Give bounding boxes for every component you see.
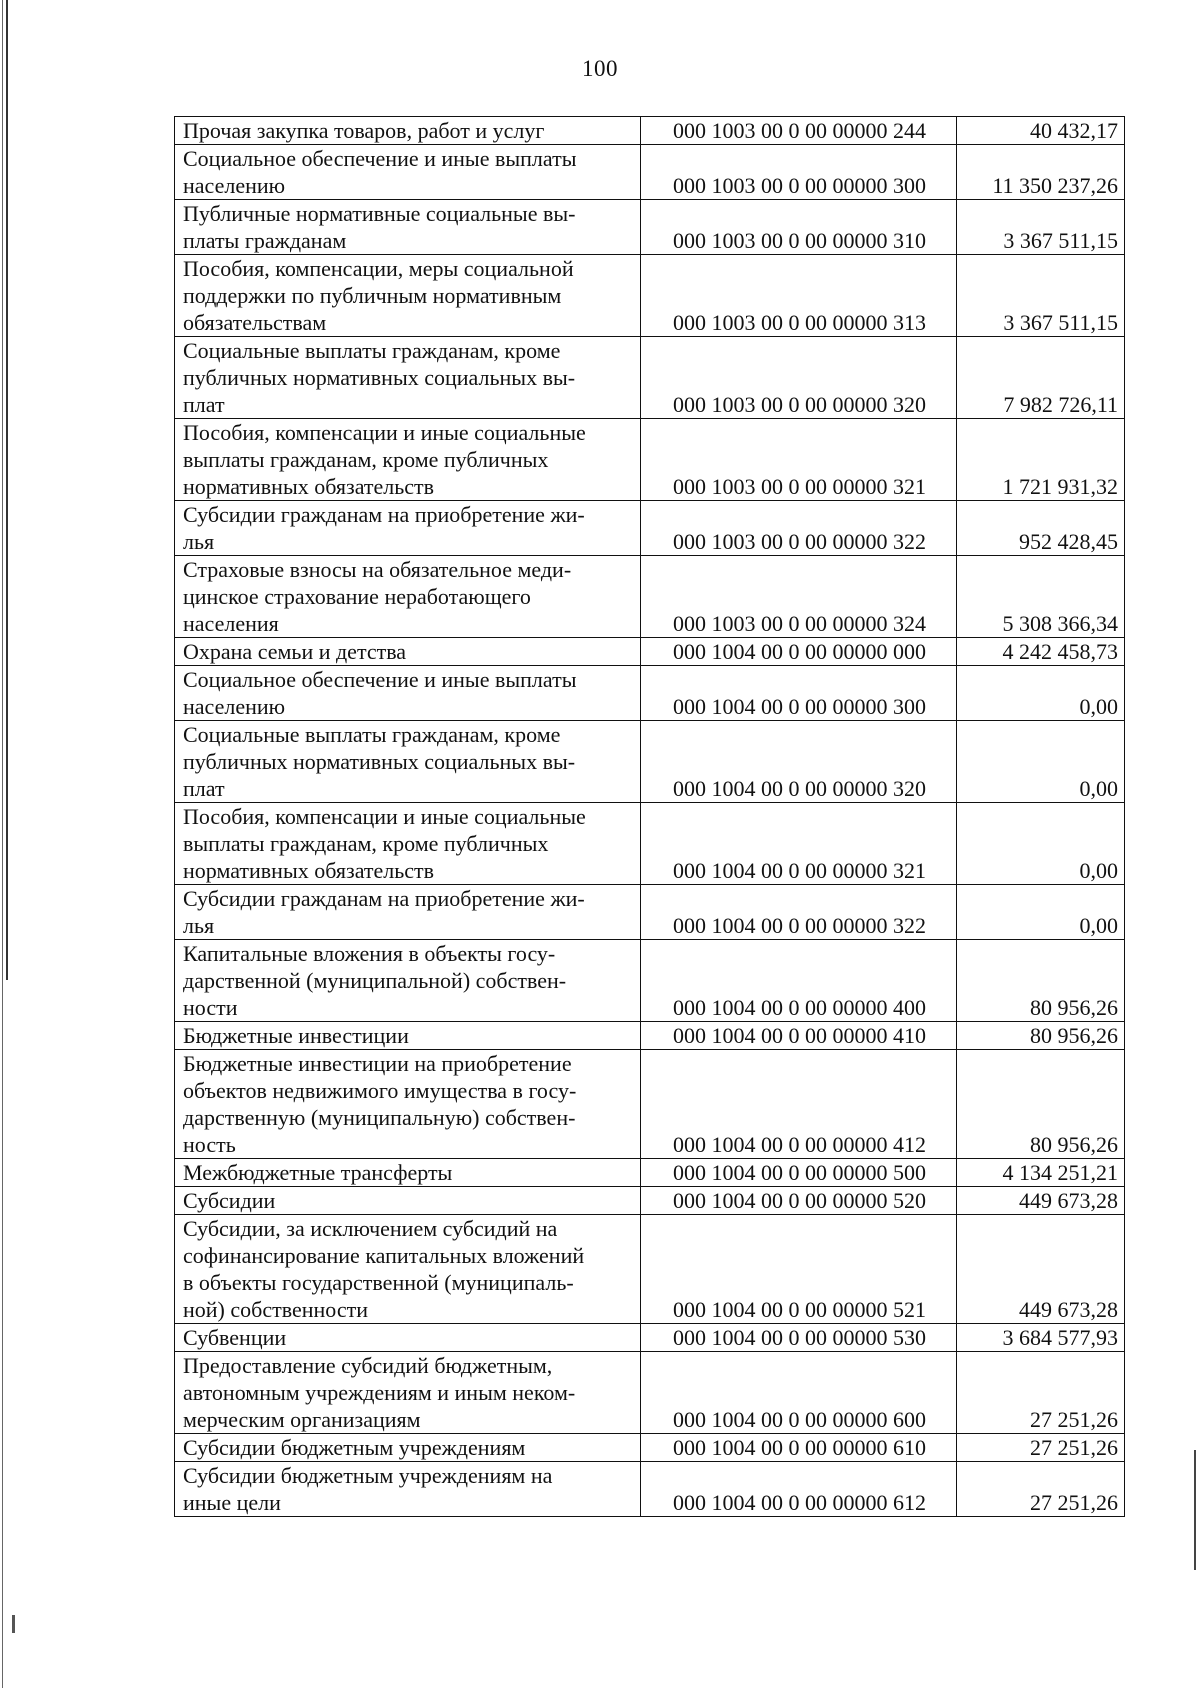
row-name: Субсидии бюджетным учреждениям — [175, 1434, 641, 1462]
row-code: 000 1003 00 0 00 00000 244 — [641, 117, 957, 145]
row-code: 000 1003 00 0 00 00000 310 — [641, 200, 957, 255]
row-name: Субсидии — [175, 1187, 641, 1215]
row-code: 000 1003 00 0 00 00000 321 — [641, 419, 957, 501]
row-name: Пособия, компенсации, меры социальной поддержки по публичным нормативным обязательствам — [175, 255, 641, 337]
row-name: Прочая закупка товаров, работ и услуг — [175, 117, 641, 145]
row-code: 000 1004 00 0 00 00000 500 — [641, 1159, 957, 1187]
table-row — [175, 1352, 1125, 1434]
table-row — [175, 200, 1125, 255]
row-name: Социальное обеспечение и иные выплаты населению — [175, 145, 641, 200]
row-name: Пособия, компенсации и иные социальные выплаты гражданам, кроме публичных нормативных обязательств — [175, 803, 641, 885]
row-name: Межбюджетные трансферты — [175, 1159, 641, 1187]
row-name: Социальные выплаты гражданам, кроме публичных нормативных социальных вы- плат — [175, 337, 641, 419]
row-sum: 80 956,26 — [957, 940, 1125, 1022]
row-code: 000 1004 00 0 00 00000 300 — [641, 666, 957, 721]
row-sum: 11 350 237,26 — [957, 145, 1125, 200]
table-row — [175, 117, 1125, 145]
scan-edge-mark — [1194, 1450, 1196, 1570]
row-name: Пособия, компенсации и иные социальные выплаты гражданам, кроме публичных нормативных обязательств — [175, 419, 641, 501]
row-code: 000 1003 00 0 00 00000 320 — [641, 337, 957, 419]
row-name: Социальные выплаты гражданам, кроме публичных нормативных социальных вы- плат — [175, 721, 641, 803]
table-row — [175, 721, 1125, 803]
row-sum: 952 428,45 — [957, 501, 1125, 556]
table-row — [175, 1022, 1125, 1050]
row-sum: 7 982 726,11 — [957, 337, 1125, 419]
row-name: Предоставление субсидий бюджетным, автономным учреждениям и иным неком- мерческим организациям — [175, 1352, 641, 1434]
scan-edge-line — [2, 0, 3, 1688]
row-sum: 0,00 — [957, 885, 1125, 940]
row-code: 000 1004 00 0 00 00000 610 — [641, 1434, 957, 1462]
row-name: Субвенции — [175, 1324, 641, 1352]
table-row — [175, 1050, 1125, 1159]
row-code: 000 1003 00 0 00 00000 324 — [641, 556, 957, 638]
row-sum: 4 134 251,21 — [957, 1159, 1125, 1187]
row-code: 000 1003 00 0 00 00000 313 — [641, 255, 957, 337]
row-sum: 4 242 458,73 — [957, 638, 1125, 666]
table-row — [175, 940, 1125, 1022]
row-name: Страховые взносы на обязательное меди- цинское страхование неработающего населения — [175, 556, 641, 638]
row-sum: 3 367 511,15 — [957, 200, 1125, 255]
budget-table-body — [175, 117, 1125, 1517]
row-name: Социальное обеспечение и иные выплаты населению — [175, 666, 641, 721]
table-row — [175, 666, 1125, 721]
row-sum: 449 673,28 — [957, 1187, 1125, 1215]
scan-edge-line — [6, 0, 8, 980]
row-sum: 40 432,17 — [957, 117, 1125, 145]
table-row — [175, 419, 1125, 501]
row-code: 000 1003 00 0 00 00000 322 — [641, 501, 957, 556]
row-code: 000 1004 00 0 00 00000 530 — [641, 1324, 957, 1352]
scan-edge-mark — [12, 1615, 15, 1633]
table-row — [175, 1187, 1125, 1215]
table-row — [175, 501, 1125, 556]
row-code: 000 1004 00 0 00 00000 320 — [641, 721, 957, 803]
table-row — [175, 638, 1125, 666]
table-row — [175, 1324, 1125, 1352]
row-code: 000 1004 00 0 00 00000 412 — [641, 1050, 957, 1159]
row-sum: 0,00 — [957, 721, 1125, 803]
row-code: 000 1004 00 0 00 00000 600 — [641, 1352, 957, 1434]
row-sum: 27 251,26 — [957, 1434, 1125, 1462]
table-row — [175, 145, 1125, 200]
row-name: Субсидии гражданам на приобретение жи- лья — [175, 885, 641, 940]
table-row — [175, 1462, 1125, 1517]
row-name: Капитальные вложения в объекты госу- дарственной (муниципальной) собствен- ности — [175, 940, 641, 1022]
row-sum: 27 251,26 — [957, 1352, 1125, 1434]
row-code: 000 1003 00 0 00 00000 300 — [641, 145, 957, 200]
row-name: Охрана семьи и детства — [175, 638, 641, 666]
table-row — [175, 556, 1125, 638]
row-code: 000 1004 00 0 00 00000 410 — [641, 1022, 957, 1050]
table-row — [175, 255, 1125, 337]
row-name: Субсидии гражданам на приобретение жи- лья — [175, 501, 641, 556]
table-row — [175, 1434, 1125, 1462]
row-name: Бюджетные инвестиции — [175, 1022, 641, 1050]
row-code: 000 1004 00 0 00 00000 400 — [641, 940, 957, 1022]
row-sum: 3 367 511,15 — [957, 255, 1125, 337]
row-sum: 1 721 931,32 — [957, 419, 1125, 501]
table-row — [175, 885, 1125, 940]
row-code: 000 1004 00 0 00 00000 612 — [641, 1462, 957, 1517]
table-row — [175, 1159, 1125, 1187]
row-sum: 0,00 — [957, 803, 1125, 885]
row-sum: 5 308 366,34 — [957, 556, 1125, 638]
table-row — [175, 803, 1125, 885]
row-sum: 449 673,28 — [957, 1215, 1125, 1324]
row-sum: 0,00 — [957, 666, 1125, 721]
row-name: Субсидии бюджетным учреждениям на иные цели — [175, 1462, 641, 1517]
row-name: Субсидии, за исключением субсидий на софинансирование капитальных вложений в объекты государственной (муниципаль- ной) собственности — [175, 1215, 641, 1324]
row-code: 000 1004 00 0 00 00000 521 — [641, 1215, 957, 1324]
row-code: 000 1004 00 0 00 00000 520 — [641, 1187, 957, 1215]
row-sum: 27 251,26 — [957, 1462, 1125, 1517]
budget-table — [174, 116, 1125, 1517]
row-sum: 80 956,26 — [957, 1022, 1125, 1050]
table-row — [175, 1215, 1125, 1324]
row-name: Публичные нормативные социальные вы- платы гражданам — [175, 200, 641, 255]
row-code: 000 1004 00 0 00 00000 322 — [641, 885, 957, 940]
table-row — [175, 337, 1125, 419]
row-code: 000 1004 00 0 00 00000 000 — [641, 638, 957, 666]
page-number: 100 — [582, 56, 618, 81]
row-sum: 80 956,26 — [957, 1050, 1125, 1159]
row-name: Бюджетные инвестиции на приобретение объектов недвижимого имущества в госу- дарственную (муниципальную) собствен- ность — [175, 1050, 641, 1159]
row-code: 000 1004 00 0 00 00000 321 — [641, 803, 957, 885]
row-sum: 3 684 577,93 — [957, 1324, 1125, 1352]
